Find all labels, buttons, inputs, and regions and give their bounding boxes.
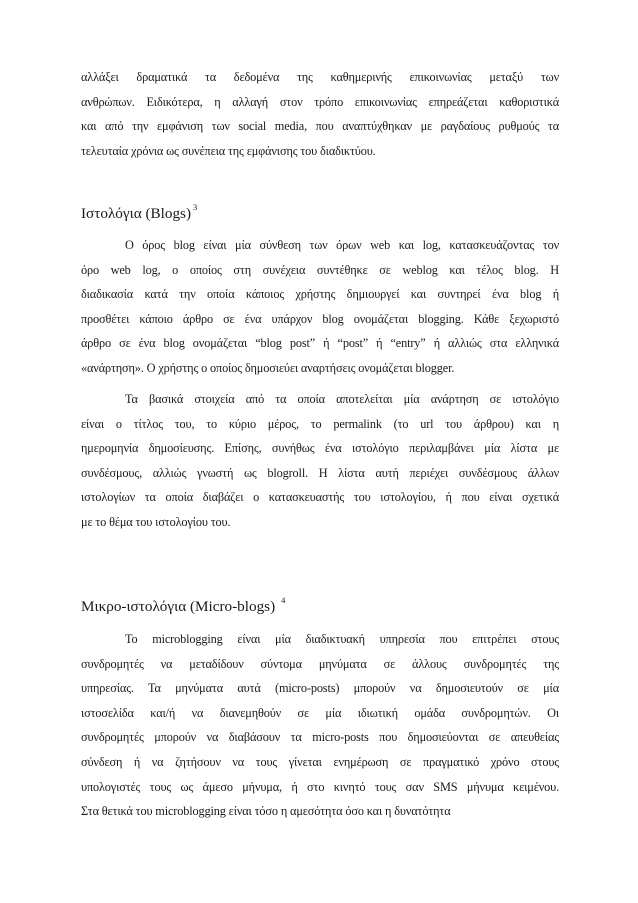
- blogs-paragraph-2: [81, 387, 559, 535]
- text-line: συνδέσμους, αλλιώς γνωστή ως blogroll. Η λίστα αυτή περιέχει συνδέσμους άλλων: [81, 465, 559, 480]
- text-line: Τα βασικά στοιχεία από τα οποία αποτελείται μία ανάρτηση σε ιστολόγιο: [125, 392, 559, 406]
- text-line: σύνδεση ή να ζητήσουν να τους γίνεται ενημέρωση σε πραγματικό χρόνο στους: [81, 754, 559, 769]
- text-line: προσθέτει κάποιο άρθρο σε ένα υπάρχον blog ονομάζεται blogging. Κάθε ξεχωριστό: [81, 311, 559, 326]
- text-line: τελευταία χρόνια ως συνέπεια της εμφάνισης του διαδικτύου.: [81, 143, 376, 158]
- microblogs-paragraph-1: [81, 627, 559, 824]
- footnote-marker: 3: [193, 202, 198, 212]
- text-line: με το θέμα του ιστολογίου του.: [81, 514, 231, 529]
- text-line: ανθρώπων. Ειδικότερα, η αλλαγή στον τρόπο επικοινωνίας επηρεάζεται καθοριστικά: [81, 94, 559, 109]
- section-heading-blogs: [81, 202, 198, 224]
- text-line: Ο όρος blog είναι μία σύνθεση των όρων web και log, κατασκευάζοντας τον: [125, 238, 559, 252]
- text-line: ιστολογίων τα οποία διαβάζει ο κατασκευαστής του ιστολογίου, ή που είναι σχετικά: [81, 490, 559, 505]
- section-heading-microblogs: [81, 595, 286, 617]
- intro-paragraph: [81, 65, 559, 163]
- text-line: ημερομηνία δημοσίευσης. Επίσης, συνήθως ένα ιστολόγιο περιλαμβάνει μία λίστα με: [81, 441, 559, 456]
- text-line: υπηρεσίας. Τα μηνύματα αυτά (micro-posts) μπορούν να δημοσιευτούν σε μία: [81, 681, 559, 696]
- text-line: Στα θετικά του microblogging είναι τόσο η αμεσότητα όσο και η δυνατότητα: [81, 804, 451, 819]
- section-title: Μικρο-ιστολόγια (Micro-blogs): [81, 598, 276, 615]
- text-line: Το microblogging είναι μία διαδικτυακή υπηρεσία που επιτρέπει στους: [125, 632, 559, 646]
- text-line: και από την εμφάνιση των social media, που αναπτύχθηκαν με ραγδαίους ρυθμούς τα: [81, 119, 559, 134]
- text-line: αλλάξει δραματικά τα δεδομένα της καθημερινής επικοινωνίας μεταξύ των: [81, 70, 559, 84]
- text-line: ιστοσελίδα και/ή να διανεμηθούν σε μία ιδιωτική ομάδα συνδρομητών. Οι: [81, 705, 559, 720]
- text-line: άρθρο σε ένα blog ονομάζεται “blog post” ή “post” ή “entry” ή αλλιώς στα ελληνικά: [81, 336, 559, 351]
- text-line: «ανάρτηση». Ο χρήστης ο οποίος δημοσιεύει αναρτήσεις ονομάζεται blogger.: [81, 360, 455, 375]
- text-line: είναι ο τίτλος του, το κύριο μέρος, το permalink (το url του άρθρου) και η: [81, 416, 559, 431]
- text-line: υπολογιστές τους ως άμεσο μήνυμα, ή στο κινητό τους σαν SMS μήνυμα κειμένου.: [81, 779, 559, 794]
- section-title: Ιστολόγια (Blogs): [81, 205, 192, 222]
- text-line: συνδρομητές να μεταδίδουν σύντομα μηνύματα σε άλλους συνδρομητές της: [81, 656, 559, 671]
- text-line: διαδικασία κατά την οποία κάποιος χρήστης δημιουργεί και συντηρεί ένα blog ή: [81, 287, 559, 302]
- footnote-marker: 4: [281, 595, 286, 605]
- text-line: όρο web log, ο οποίος στη συνέχεια συντέθηκε σε weblog και τέλος blog. Η: [81, 262, 559, 277]
- text-line: συνδρομητές μπορούν να διαβάσουν τα micro-posts που δημοσιεύονται σε απευθείας: [81, 730, 559, 745]
- blogs-paragraph-1: [81, 233, 559, 381]
